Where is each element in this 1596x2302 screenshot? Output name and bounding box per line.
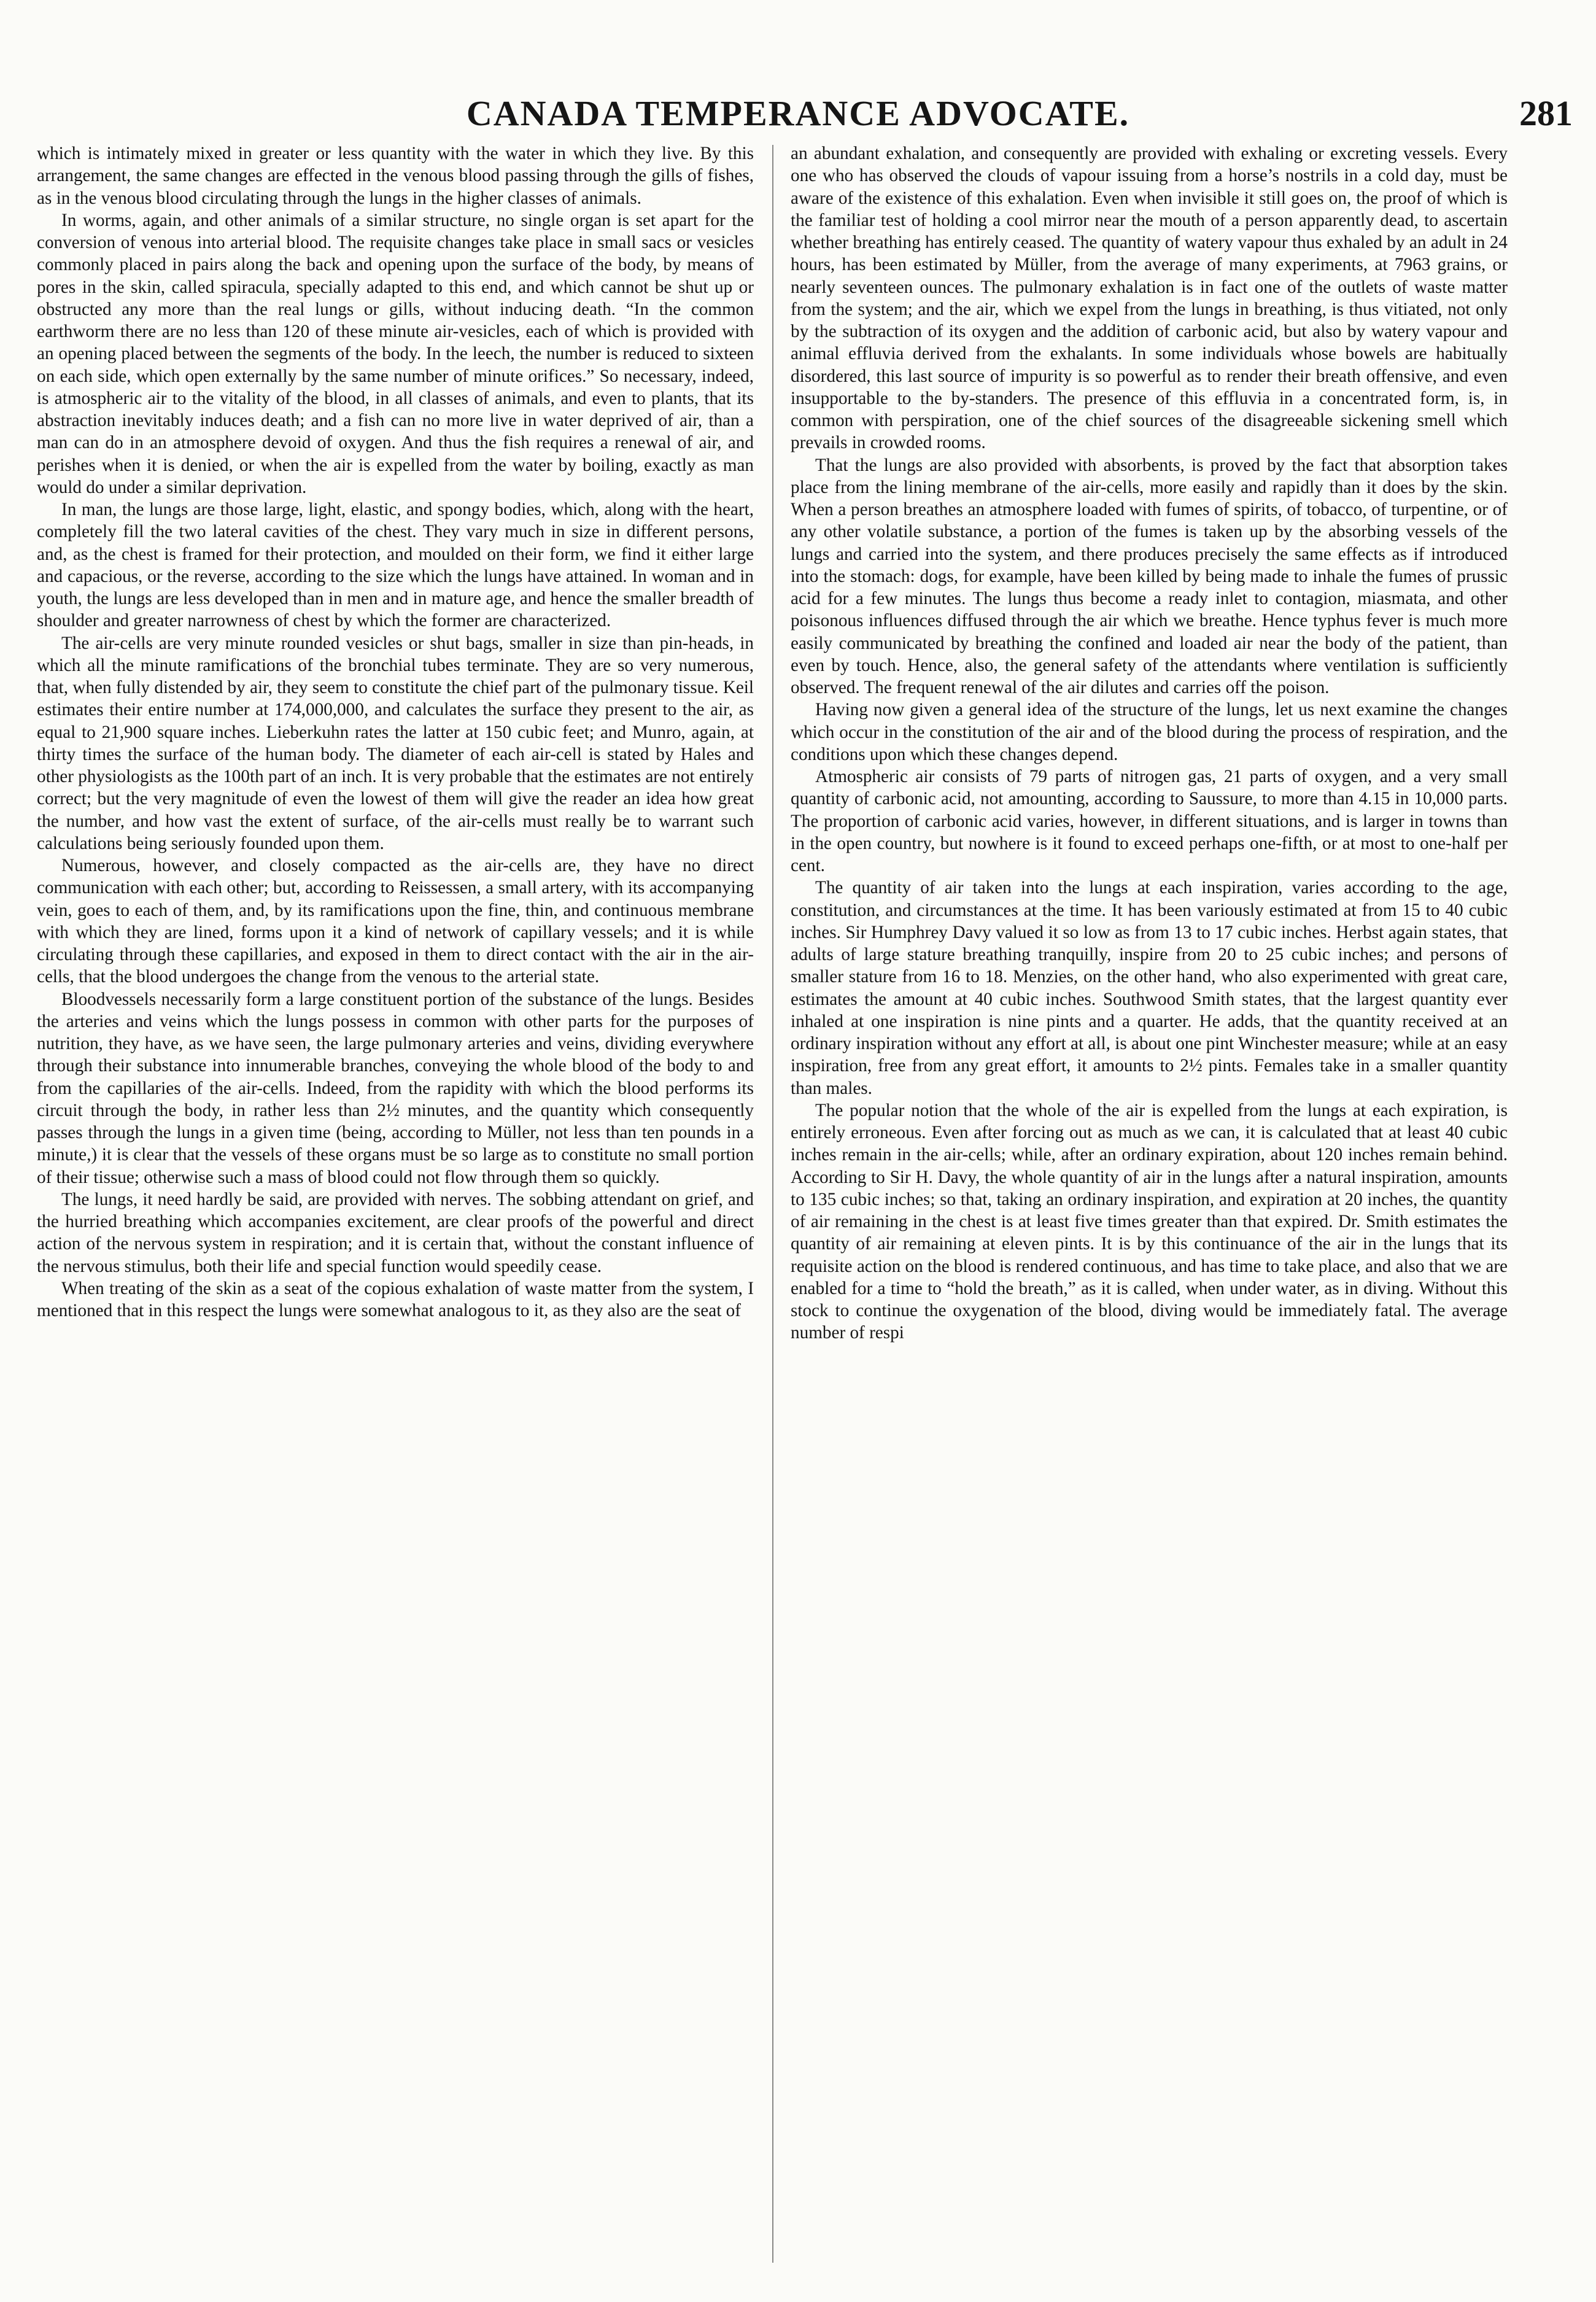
paragraph: The popular notion that the whole of the air is expelled from the lungs at each expiration, is entirely erroneous. Even after forcing out as much as we can, it is calculated that at least 40 cubic inches remain in the air-cells; while, after an ordinary expiration, about 120 inches remain behind. According to Sir H. Davy, the whole quantity of air in the lungs after a natural inspiration, amounts to 135 cubic inches; so that, taking an ordinary inspiration, and expiration at 20 inches, the quantity of air remaining in the chest is at least five times greater than that expired. Dr. Smith estimates the quantity of air remaining at eleven pints. It is by this continuance of the air in the lungs that its requisite action on the blood is rendered continuous, and has time to take place, and also that we are enabled for a time to “hold the breath,” as it is called, when under water, as in diving. Without this stock to continue the oxygenation of the blood, diving would be immediately fatal. The average number of respi xyxy=(791,1100,1508,1343)
paragraph: When treating of the skin as a seat of the copious exhalation of waste matter from the system, I mentioned that in this respect the lungs were somewhat analogous to it, as they also are the seat of xyxy=(37,1278,754,1320)
paragraph: an abundant exhalation, and consequently are provided with exhaling or excreting vessels. Every one who has observed the clouds of vapour issuing from a horse’s nostrils in a cold day, must be aware of the existence of this exhalation. Even when invisible it still goes on, the proof of which is the familiar test of holding a cool mirror near the mouth of a person apparently dead, to ascertain whether breathing has entirely ceased. The quantity of watery vapour thus exhaled by an adult in 24 hours, has been estimated by Müller, from the average of many experiments, at 7963 grains, or nearly seventeen ounces. The pulmonary exhalation is in fact one of the outlets of waste matter from the system; and the air, which we expel from the lungs in breathing, is thus vitiated, not only by the subtraction of its oxygen and the addition of carbonic acid, but also by watery vapour and animal effluvia derived from the exhalants. In some individuals whose bowels are habitually disordered, this last source of impurity is so powerful as to render their breath offensive, and even insupportable to the by-standers. The presence of this effluvia in a concentrated form, is, in common with perspiration, one of the chief sources of the disagreeable sickening smell which prevails in crowded rooms. xyxy=(791,144,1508,453)
running-title: CANADA TEMPERANCE ADVOCATE. xyxy=(466,93,1130,133)
paragraph: That the lungs are also provided with absorbents, is proved by the fact that absorption takes place from the lining membrane of the air-cells, more easily and rapidly than it does by the skin. When a person breathes an atmosphere loaded with fumes of spirits, of tobacco, of turpentine, or of any other volatile substance, a portion of the fumes is taken up by the absorbing vessels of the lungs and carried into the system, and there produces precisely the same effects as if introduced into the stomach: dogs, for example, have been killed by being made to inhale the fumes of prussic acid for a few minutes. The lungs thus become a ready inlet to contagion, miasmata, and other poisonous influences diffused through the air which we breathe. Hence typhus fever is much more easily communicated by breathing the confined and loaded air near the body of the patient, than even by touch. Hence, also, the general safety of the attendants where ventilation is sufficiently observed. The frequent renewal of the air dilutes and carries off the poison. xyxy=(791,455,1508,697)
paragraph: In man, the lungs are those large, light, elastic, and spongy bodies, which, along with the heart, completely fill the two lateral cavities of the chest. They vary much in size in different persons, and, as the chest is framed for their protection, and moulded on their form, we find it either large and capacious, or the reverse, according to the size which the lungs have attained. In woman and in youth, the lungs are less developed than in men and in mature age, and hence the smaller breadth of shoulder and greater narrowness of chest by which the former are characterized. xyxy=(37,500,754,631)
paragraph: The air-cells are very minute rounded vesicles or shut bags, smaller in size than pin-heads, in which all the minute ramifications of the bronchial tubes terminate. They are so very numerous, that, when fully distended by air, they seem to constitute the chief part of the pulmonary tissue. Keil estimates their entire number at 174,000,000, and calculates the surface they present to the air, as equal to 21,900 square inches. Lieberkuhn rates the latter at 150 cubic feet; and Munro, again, at thirty times the surface of the human body. The diameter of each air-cell is stated by Hales and other physiologists as the 100th part of an inch. It is very probable that the estimates are not entirely correct; but the very magnitude of even the lowest of them will give the reader an idea how great the number, and how vast the extent of surface, of the air-cells must really be to warrant such calculations being seriously founded upon them. xyxy=(37,633,754,853)
page-header xyxy=(0,92,1596,141)
page-number: 281 xyxy=(1519,93,1573,133)
paragraph: The lungs, it need hardly be said, are provided with nerves. The sobbing attendant on grief, and the hurried breathing which accompanies excitement, are clear proofs of the powerful and direct action of the nervous system in respiration; and it is certain that, without the constant influence of the nervous stimulus, both their life and special function would speedily cease. xyxy=(37,1189,754,1276)
paragraph: In worms, again, and other animals of a similar structure, no single organ is set apart for the conversion of venous into arterial blood. The requisite changes take place in small sacs or vesicles commonly placed in pairs along the back and opening upon the surface of the body, by means of pores in the skin, called spiracula, specially adapted to this end, and which cannot be shut up or obstructed any more than the real lungs or gills, without inducing death. “In the common earthworm there are no less than 120 of these minute air-vesicles, each of which is provided with an opening placed between the segments of the body. In the leech, the number is reduced to sixteen on each side, which open externally by the same number of minute orifices.” So necessary, indeed, is atmospheric air to the vitality of the blood, in all classes of animals, and even to plants, that its abstraction inevitably induces death; and a fish can no more live in water deprived of air, than a man can do in an atmosphere devoid of oxygen. And thus the fish requires a renewal of air, and perishes when it is denied, or when the air is expelled from the water by boiling, exactly as man would do under a similar deprivation. xyxy=(37,210,754,497)
paragraph: The quantity of air taken into the lungs at each inspiration, varies according to the age, constitution, and circumstances at the time. It has been variously estimated at from 15 to 40 cubic inches. Sir Humphrey Davy valued it so low as from 13 to 17 cubic inches. Herbst again states, that adults of large stature breathing tranquilly, inspire from 20 to 25 cubic inches; and persons of smaller stature from 16 to 18. Menzies, on the other hand, who also experimented with great care, estimates the amount at 40 cubic inches. Southwood Smith states, that the largest quantity ever inhaled at one inspiration is nine pints and a quarter. He adds, that the quantity received at an ordinary inspiration without any effort at all, is about one pint Winchester measure; while at an easy inspiration, free from any great effort, it amounts to 2½ pints. Females take in a smaller quantity than males. xyxy=(791,878,1508,1098)
paragraph: Atmospheric air consists of 79 parts of nitrogen gas, 21 parts of oxygen, and a very small quantity of carbonic acid, not amounting, according to Saussure, to more than 4.15 in 10,000 parts. The proportion of carbonic acid varies, however, in different situations, and is larger in towns than in the open country, but nowhere is it found to exceed perhaps one-fifth, or at most to one-half per cent. xyxy=(791,767,1508,875)
paragraph: Numerous, however, and closely compacted as the air-cells are, they have no direct communication with each other; but, according to Reissessen, a small artery, with its accompanying vein, goes to each of them, and, by its ramifications upon the fine, thin, and continuous membrane with which they are lined, forms upon it a kind of network of capillary vessels; and it is while circulating through these capillaries, and exposed in them to direct contact with the air in the air-cells, that the blood undergoes the change from the venous to the arterial state. xyxy=(37,856,754,987)
paragraph: Having now given a general idea of the structure of the lungs, let us next examine the changes which occur in the constitution of the air and of the blood during the process of respiration, and the conditions upon which these changes depend. xyxy=(791,700,1508,764)
column-divider xyxy=(772,145,773,2263)
paragraph: Bloodvessels necessarily form a large constituent portion of the substance of the lungs. Besides the arteries and veins which the lungs possess in common with other parts for the purposes of nutrition, they have, as we have seen, the large pulmonary arteries and veins, dividing everywhere through their substance into innumerable branches, conveying the whole blood of the body to and from the capillaries of the air-cells. Indeed, from the rapidity with which the blood performs its circuit through the body, in rather less than 2½ minutes, and the quantity which consequently passes through the lungs in a given time (being, according to Müller, not less than ten pounds in a minute,) it is clear that the vessels of these organs must be so large as to constitute no small portion of their tissue; otherwise such a mass of blood could not flow through them so quickly. xyxy=(37,989,754,1187)
right-column xyxy=(791,142,1508,2273)
paragraph: which is intimately mixed in greater or less quantity with the water in which they live. By this arrangement, the same changes are effected in the venous blood passing through the gills of fishes, as in the venous blood circulating through the lungs in the higher classes of animals. xyxy=(37,144,754,208)
left-column xyxy=(37,142,754,2273)
article-body xyxy=(37,142,1557,2273)
